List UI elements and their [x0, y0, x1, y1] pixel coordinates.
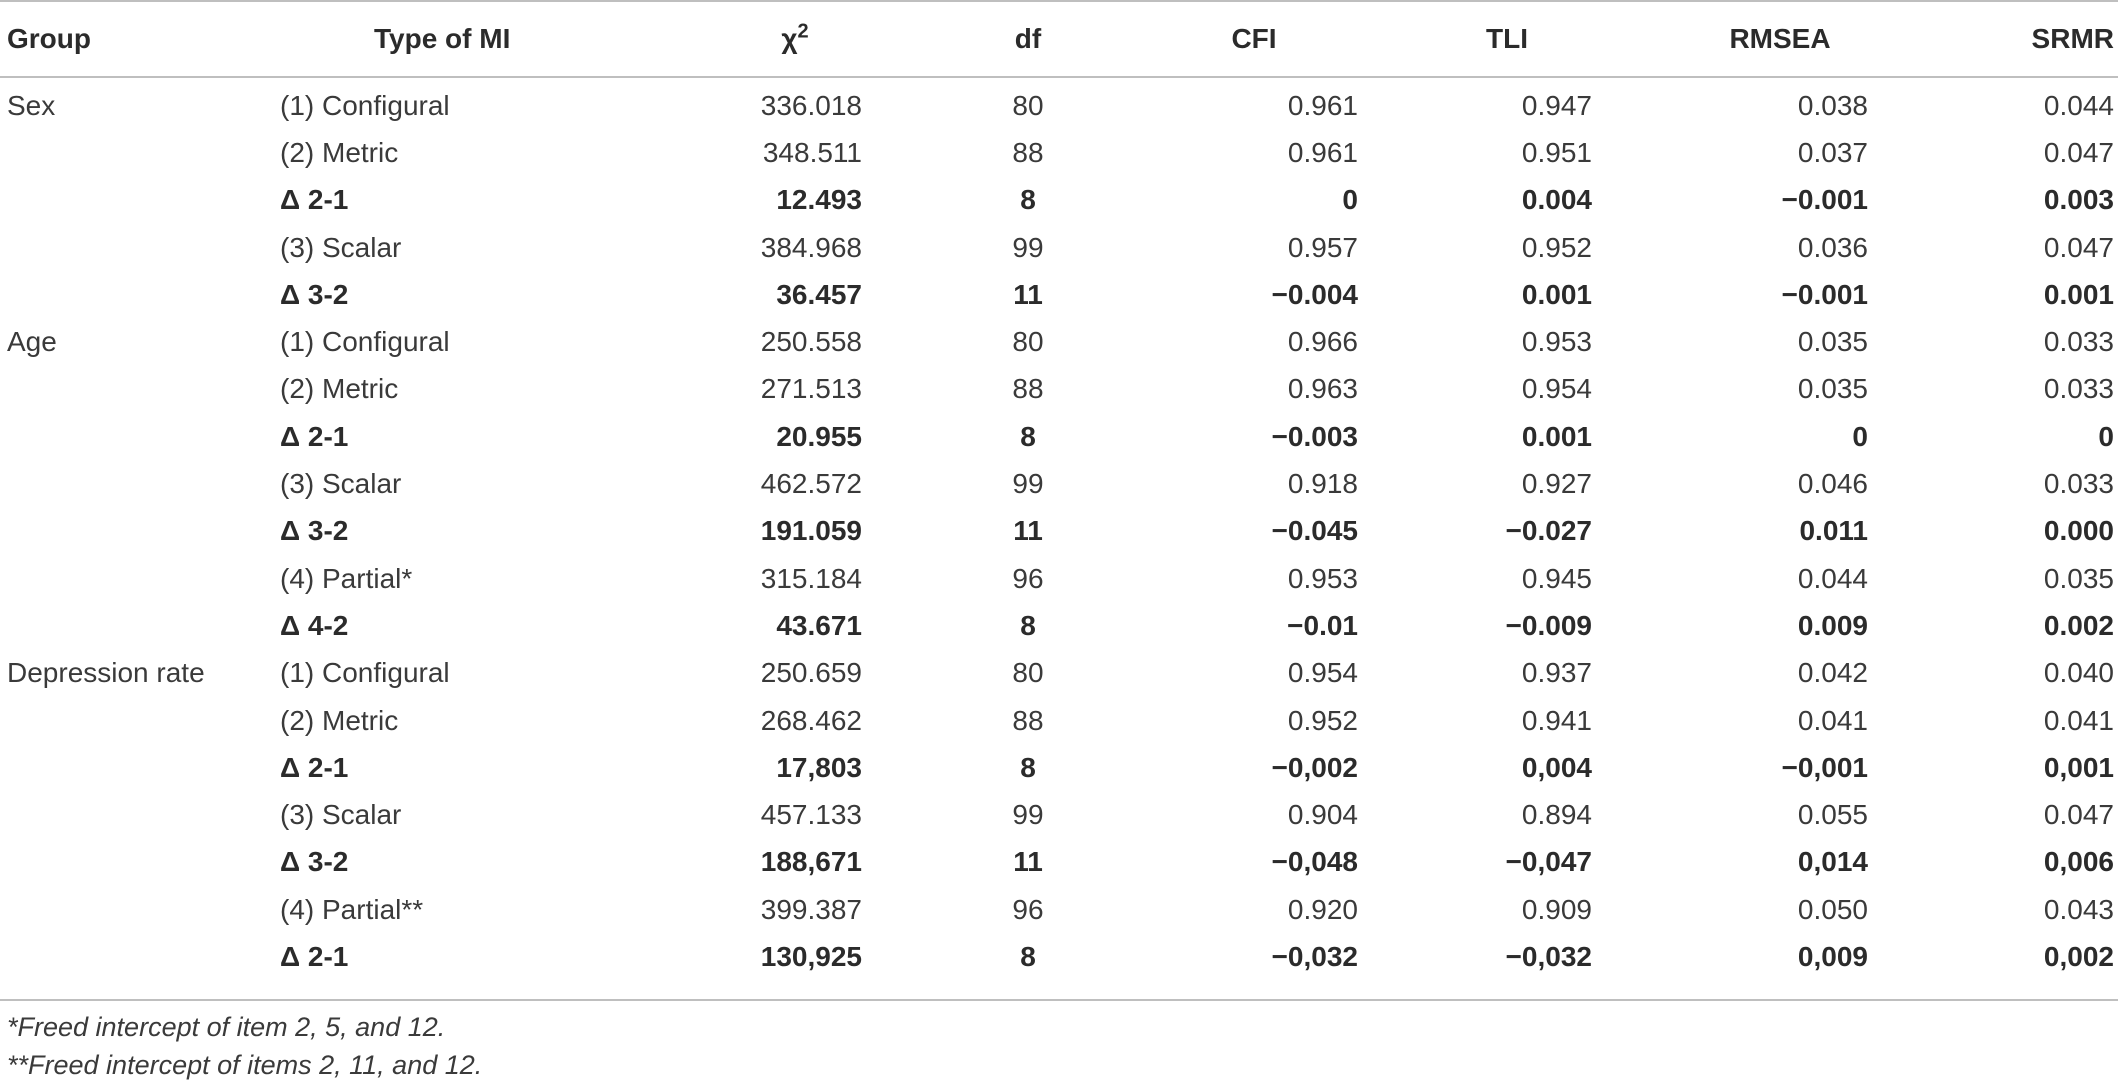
- cell-group: [0, 177, 274, 224]
- cell-cfi: 0.963: [1287, 373, 1358, 405]
- table-row-delta: [0, 413, 2118, 460]
- cell-cfi: −0,048: [1271, 846, 1358, 878]
- table-row: [0, 697, 2118, 744]
- table-row-delta: [0, 271, 2118, 318]
- cell-rmsea: 0.050: [1797, 893, 1868, 925]
- cell-tli: 0.001: [1521, 278, 1592, 310]
- cell-srmr: 0,002: [2043, 940, 2114, 972]
- cell-type-of-mi: (2) Metric: [280, 373, 399, 405]
- cell-srmr: 0.033: [2043, 468, 2114, 500]
- cell-group: [0, 933, 274, 980]
- cell-tli: 0.941: [1521, 704, 1592, 736]
- cell-df: 96: [1012, 562, 1044, 594]
- cell-srmr: 0.002: [2043, 609, 2114, 641]
- cell-rmsea: 0,014: [1797, 846, 1868, 878]
- cell-rmsea: −0,001: [1781, 751, 1868, 783]
- cell-type-of-mi: (2) Metric: [280, 704, 399, 736]
- cell-srmr: 0.003: [2043, 184, 2114, 216]
- table-bottom-rule: [0, 999, 2118, 1001]
- cell-type-of-mi: (3) Scalar: [280, 799, 402, 831]
- table-row: [0, 886, 2118, 933]
- cell-type-of-mi: Δ 2-1: [280, 184, 349, 216]
- cell-cfi: 0.953: [1287, 562, 1358, 594]
- cell-srmr: 0,006: [2043, 846, 2114, 878]
- table-row-delta: [0, 744, 2118, 791]
- cell-chi-square: 17,803: [776, 751, 862, 783]
- cell-cfi: 0.966: [1287, 326, 1358, 358]
- cell-srmr: 0,001: [2043, 751, 2114, 783]
- cell-tli: 0.945: [1521, 562, 1592, 594]
- header-row: [0, 0, 2118, 78]
- cell-type-of-mi: (1) Configural: [280, 657, 450, 689]
- cell-rmsea: −0.001: [1781, 278, 1868, 310]
- table-row: [0, 224, 2118, 271]
- cell-group: [0, 744, 274, 791]
- cell-df: 99: [1012, 468, 1044, 500]
- cell-type-of-mi: (3) Scalar: [280, 468, 402, 500]
- cell-chi-square: 20.955: [776, 420, 862, 452]
- cell-chi-square: 462.572: [760, 468, 862, 500]
- cell-chi-square: 36.457: [776, 278, 862, 310]
- cell-cfi: −0.045: [1271, 515, 1358, 547]
- cell-df: 96: [1012, 893, 1044, 925]
- cell-rmsea: 0: [1852, 420, 1868, 452]
- cell-rmsea: 0.035: [1797, 373, 1868, 405]
- cell-rmsea: 0.042: [1797, 657, 1868, 689]
- cell-group: [0, 129, 274, 176]
- cell-type-of-mi: (1) Configural: [280, 326, 450, 358]
- cell-srmr: 0.040: [2043, 657, 2114, 689]
- cell-rmsea: 0.009: [1797, 609, 1868, 641]
- table-row: [0, 555, 2118, 602]
- cell-type-of-mi: Δ 3-2: [280, 278, 349, 310]
- cell-rmsea: 0.037: [1797, 136, 1868, 168]
- cell-cfi: 0.961: [1287, 89, 1358, 121]
- cell-group: Sex: [7, 89, 56, 121]
- cell-tli: 0.951: [1521, 136, 1592, 168]
- table-header: [0, 0, 2118, 78]
- cell-cfi: −0.01: [1287, 609, 1358, 641]
- cell-chi-square: 384.968: [760, 231, 862, 263]
- cell-df: 11: [1013, 846, 1043, 878]
- cell-df: 88: [1012, 136, 1044, 168]
- cell-chi-square: 250.659: [760, 657, 862, 689]
- cell-type-of-mi: Δ 3-2: [280, 515, 349, 547]
- cell-type-of-mi: (2) Metric: [280, 136, 399, 168]
- cell-rmsea: 0.044: [1797, 562, 1868, 594]
- cell-tli: −0,032: [1505, 940, 1592, 972]
- cell-chi-square: 188,671: [760, 846, 862, 878]
- table-row: [0, 460, 2118, 507]
- cell-srmr: 0: [2098, 420, 2114, 452]
- cell-cfi: 0.954: [1287, 657, 1358, 689]
- cell-tli: 0.947: [1521, 89, 1592, 121]
- cell-tli: 0.894: [1521, 799, 1592, 831]
- header-chi-superscript: 2: [797, 20, 809, 43]
- cell-cfi: 0.904: [1287, 799, 1358, 831]
- cell-chi-square: 399.387: [760, 893, 862, 925]
- cell-srmr: 0.000: [2043, 515, 2114, 547]
- cell-rmsea: 0.035: [1797, 326, 1868, 358]
- cell-tli: 0.954: [1521, 373, 1592, 405]
- header-df: df: [1014, 23, 1042, 54]
- cell-cfi: 0.918: [1287, 468, 1358, 500]
- cell-df: 8: [1020, 609, 1036, 641]
- cell-srmr: 0.047: [2043, 799, 2114, 831]
- cell-df: 80: [1012, 657, 1044, 689]
- cell-chi-square: 191.059: [760, 515, 862, 547]
- cell-df: 11: [1013, 515, 1043, 547]
- header-cfi: CFI: [1231, 23, 1277, 54]
- header-rmsea: RMSEA: [1729, 23, 1831, 54]
- cell-srmr: 0.044: [2043, 89, 2114, 121]
- cell-type-of-mi: Δ 4-2: [280, 609, 349, 641]
- cell-group: Depression rate: [7, 657, 205, 689]
- cell-type-of-mi: Δ 2-1: [280, 420, 349, 452]
- cell-tli: −0,047: [1505, 846, 1592, 878]
- cell-df: 8: [1020, 420, 1036, 452]
- cell-type-of-mi: (4) Partial**: [280, 893, 424, 925]
- table-row-delta: [0, 508, 2118, 555]
- table-row-delta: [0, 177, 2118, 224]
- table-row-delta: [0, 933, 2118, 980]
- cell-srmr: 0.043: [2043, 893, 2114, 925]
- cell-srmr: 0.041: [2043, 704, 2114, 736]
- cell-df: 8: [1020, 751, 1036, 783]
- cell-cfi: −0,032: [1271, 940, 1358, 972]
- cell-chi-square: 336.018: [760, 89, 862, 121]
- table-row-delta: [0, 602, 2118, 649]
- cell-chi-square: 12.493: [776, 184, 862, 216]
- table-row-delta: [0, 839, 2118, 886]
- header-group: Group: [7, 23, 91, 54]
- cell-type-of-mi: (4) Partial*: [280, 562, 413, 594]
- cell-group: [0, 697, 274, 744]
- cell-group: [0, 366, 274, 413]
- cell-df: 88: [1012, 373, 1044, 405]
- cell-tli: 0.937: [1521, 657, 1592, 689]
- cell-chi-square: 250.558: [760, 326, 862, 358]
- table-row: [0, 366, 2118, 413]
- table-row: [0, 129, 2118, 176]
- cell-chi-square: 315.184: [760, 562, 862, 594]
- cell-group: [0, 413, 274, 460]
- cell-rmsea: 0.011: [1799, 515, 1868, 547]
- cell-srmr: 0.047: [2043, 231, 2114, 263]
- cell-group: [0, 508, 274, 555]
- table-row: [0, 650, 2118, 697]
- cell-tli: 0.004: [1521, 184, 1592, 216]
- cell-tli: 0,004: [1521, 751, 1592, 783]
- cell-df: 80: [1012, 326, 1044, 358]
- cell-df: 8: [1020, 940, 1036, 972]
- cell-df: 80: [1012, 89, 1044, 121]
- cell-group: Age: [7, 326, 57, 358]
- cell-tli: 0.953: [1521, 326, 1592, 358]
- cell-tli: 0.952: [1521, 231, 1592, 263]
- cell-tli: −0.027: [1505, 515, 1592, 547]
- cell-srmr: 0.033: [2043, 373, 2114, 405]
- header-chi-square: [672, 0, 918, 78]
- cell-cfi: 0.961: [1287, 136, 1358, 168]
- cell-cfi: 0: [1342, 184, 1358, 216]
- cell-type-of-mi: Δ 3-2: [280, 846, 349, 878]
- table-footnotes: [7, 1008, 482, 1084]
- cell-tli: 0.927: [1521, 468, 1592, 500]
- cell-tli: 0.909: [1521, 893, 1592, 925]
- cell-type-of-mi: Δ 2-1: [280, 751, 349, 783]
- cell-chi-square: 348.511: [762, 136, 862, 168]
- header-type-of-mi: Type of MI: [374, 23, 511, 54]
- cell-chi-square: 271.513: [760, 373, 862, 405]
- header-chi-symbol: χ: [781, 23, 798, 54]
- cell-df: 8: [1020, 184, 1036, 216]
- cell-group: [0, 839, 274, 886]
- cell-type-of-mi: Δ 2-1: [280, 940, 349, 972]
- cell-cfi: 0.952: [1287, 704, 1358, 736]
- cell-df: 11: [1013, 278, 1043, 310]
- table-row: [0, 78, 2118, 129]
- cell-srmr: 0.033: [2043, 326, 2114, 358]
- table-body: [0, 78, 2118, 981]
- cell-group: [0, 602, 274, 649]
- cell-tli: 0.001: [1521, 420, 1592, 452]
- cell-cfi: 0.957: [1287, 231, 1358, 263]
- cell-srmr: 0.035: [2043, 562, 2114, 594]
- cell-chi-square: 130,925: [760, 940, 862, 972]
- cell-rmsea: −0.001: [1781, 184, 1868, 216]
- cell-chi-square: 43.671: [776, 609, 862, 641]
- cell-rmsea: 0.036: [1797, 231, 1868, 263]
- cell-group: [0, 271, 274, 318]
- table-row: [0, 318, 2118, 365]
- cell-df: 99: [1012, 231, 1044, 263]
- cell-df: 88: [1012, 704, 1044, 736]
- footnote-partial-depression: **Freed intercept of items 2, 11, and 12.: [7, 1050, 483, 1080]
- cell-rmsea: 0.046: [1797, 468, 1868, 500]
- cell-rmsea: 0.055: [1797, 799, 1868, 831]
- cell-tli: −0.009: [1505, 609, 1592, 641]
- cell-group: [0, 791, 274, 838]
- cell-group: [0, 886, 274, 933]
- cell-type-of-mi: (1) Configural: [280, 89, 450, 121]
- cell-df: 99: [1012, 799, 1044, 831]
- cell-rmsea: 0,009: [1797, 940, 1868, 972]
- cell-rmsea: 0.038: [1797, 89, 1868, 121]
- cell-type-of-mi: (3) Scalar: [280, 231, 402, 263]
- cell-group: [0, 224, 274, 271]
- footnote-partial-age: *Freed intercept of item 2, 5, and 12.: [7, 1012, 446, 1042]
- cell-srmr: 0.047: [2043, 136, 2114, 168]
- cell-chi-square: 268.462: [760, 704, 862, 736]
- header-tli: TLI: [1486, 23, 1528, 54]
- cell-group: [0, 460, 274, 507]
- cell-cfi: −0,002: [1271, 751, 1358, 783]
- table-row: [0, 791, 2118, 838]
- cell-cfi: −0.004: [1271, 278, 1358, 310]
- cell-group: [0, 555, 274, 602]
- cell-chi-square: 457.133: [760, 799, 862, 831]
- cell-srmr: 0.001: [2043, 278, 2114, 310]
- cell-cfi: −0.003: [1271, 420, 1358, 452]
- cell-rmsea: 0.041: [1797, 704, 1868, 736]
- cell-cfi: 0.920: [1287, 893, 1358, 925]
- header-srmr: SRMR: [2031, 23, 2114, 54]
